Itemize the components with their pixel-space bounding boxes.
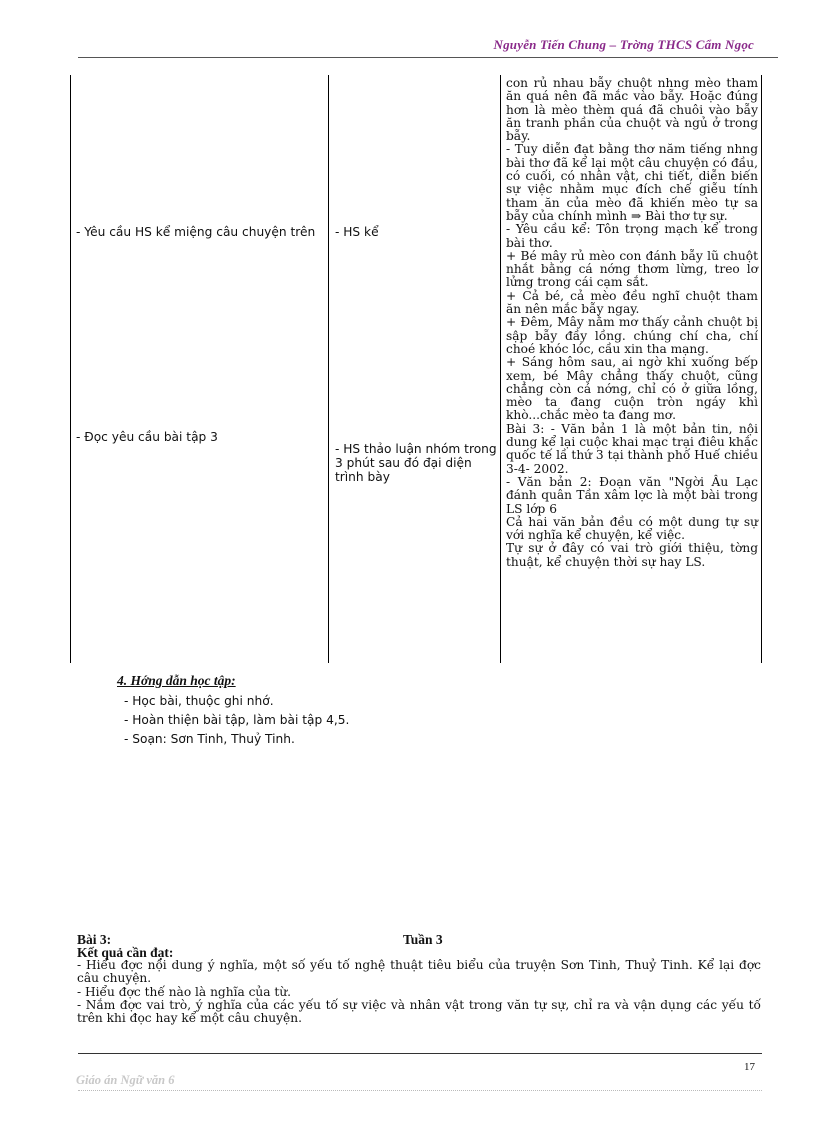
table-border-col1 xyxy=(328,75,329,663)
content-paragraph: con rủ nhau bẫy chuột nhng mèo tham ăn quá nên đã mắc vào bẫy. Hoặc đúng hơn là mèo thèm quá đã chuôi vào bẫy ăn tranh phần của chuột và ngủ ở trong bẫy. xyxy=(506,76,758,144)
homework-item: - Hoàn thiện bài tập, làm bài tập 4,5. xyxy=(124,713,350,727)
content-paragraph: - Yêu cầu kể: Tôn trọng mạch kể trong bài thơ. xyxy=(506,222,758,250)
homework-item: - Soạn: Sơn Tinh, Thuỷ Tinh. xyxy=(124,732,295,746)
teacher-activity-2: - Đọc yêu cầu bài tập 3 xyxy=(76,430,218,444)
lesson-number: Bài 3: xyxy=(77,932,112,947)
page-header: Nguyễn Tiến Chung – Trờng THCS Cẩm Ngọc xyxy=(493,37,754,52)
homework-item: - Học bài, thuộc ghi nhớ. xyxy=(124,694,274,708)
content-paragraph: Tự sự ở đây có vai trò giới thiệu, tờng thuật, kể chuyện thời sự hay LS. xyxy=(506,541,758,569)
goal-item: - Hiểu đợc thế nào là nghĩa của từ. xyxy=(77,984,292,999)
footer-title: Giáo án Ngữ văn 6 xyxy=(76,1073,175,1087)
content-paragraph: + Cả bé, cả mèo đều nghĩ chuột tham ăn nên mắc bẫy ngay. xyxy=(506,288,758,317)
content-column xyxy=(506,77,758,569)
page-number: 17 xyxy=(744,1061,755,1073)
table-border-left xyxy=(70,75,71,663)
content-paragraph: + Đêm, Mây nằm mơ thấy cảnh chuột bị sập bẫy đầy lồng. chúng chí cha, chí choé khóc lóc, cầu xin tha mạng. xyxy=(506,315,758,356)
table-border-col2 xyxy=(500,75,501,663)
content-paragraph: Cả hai văn bản đều có một dung tự sự với nghĩa kể chuyện, kể việc. xyxy=(506,514,758,543)
content-paragraph: + Sáng hôm sau, ai ngờ khi xuống bếp xem, bé Mây chẳng thấy chuột, cũng chẳng còn cá nớng, chỉ có ở giữa lồng, mèo ta đang cuộn tròn ngáy khì khò...chắc mèo ta đang mơ. xyxy=(506,355,758,423)
goal-item: - Nắm đợc vai trò, ý nghĩa của các yếu tố sự việc và nhân vật trong văn tự sự, chỉ ra và vận dụng các yếu tố trên khi đọc hay kể một câu chuyện. xyxy=(77,997,761,1026)
content-paragraph: Bài 3: - Văn bản 1 là một bản tin, nội dung kể lại cuộc khai mạc trại điêu khắc quốc tế lầ thứ 3 tại thành phố Huế chiều 3-4- 2002. xyxy=(506,421,758,476)
student-activity-1: - HS kể xyxy=(335,225,379,239)
goals-heading: Kết quả cần đạt: xyxy=(77,945,174,960)
content-paragraph: - Tuy diễn đạt bằng thơ năm tiếng nhng bài thơ đã kể lại một câu chuyện có đầu, có cuối, có nhân vật, chi tiết, diễn biến sự việc nhằm mục đích chế giễu tính tham ăn của mèo đã khiến mèo tự sa bẫy của chính mình ⇒ Bài thơ tự sự. xyxy=(506,142,758,223)
table-border-right xyxy=(761,75,762,663)
footer-divider xyxy=(78,1053,762,1054)
header-divider xyxy=(78,57,778,58)
goal-item: - Hiểu đợc nội dung ý nghĩa, một số yếu tố nghệ thuật tiêu biểu của truyện Sơn Tinh, Thuỷ Tinh. Kể lại đợc câu chuyện. xyxy=(77,958,761,986)
lesson-goals xyxy=(77,946,761,1025)
week-number: Tuần 3 xyxy=(403,932,443,947)
teacher-activity-1: - Yêu cầu HS kể miệng câu chuyện trên xyxy=(76,225,316,239)
footer-dotted-line xyxy=(78,1090,762,1091)
content-paragraph: - Văn bản 2: Đoạn văn "Ngời Âu Lạc đánh quân Tần xâm lợc là một bài trong LS lớp 6 xyxy=(506,474,758,516)
lesson-table xyxy=(70,75,762,663)
content-paragraph: + Bé mây rủ mèo con đánh bẫy lũ chuột nhắt bằng cá nớng thơm lừng, treo lơ lửng trong cái cạm sắt. xyxy=(506,248,758,290)
homework-list xyxy=(124,692,349,749)
student-activity-2: - HS thảo luận nhóm trong 3 phút sau đó đại diện trình bày xyxy=(335,442,497,484)
section-4-title: 4. Hớng dẫn học tập: xyxy=(117,673,236,688)
